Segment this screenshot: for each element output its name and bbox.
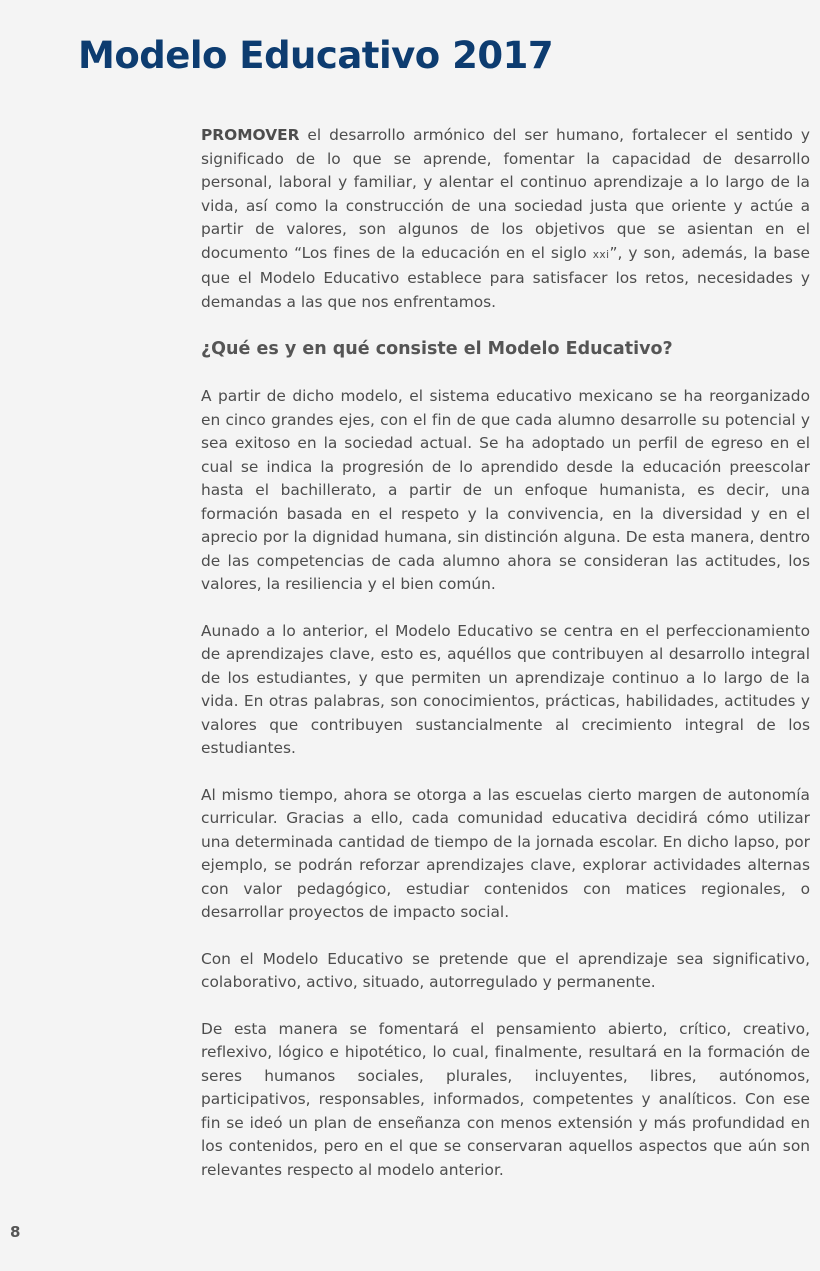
body-paragraph-3: Al mismo tiempo, ahora se otorga a las escuelas cierto margen de autonomía curricular. Gracias a ello, cada comunidad educativa decidirá cómo utilizar una determinada cantidad de tiempo de la jornada escolar. En dicho lapso, por ejemplo, se podrán reforzar aprendizajes clave, explorar actividades alternas con valor pedagógico, estudiar contenidos con matices regionales, o desarrollar proyectos de impacto social. — [201, 785, 810, 921]
century-small-caps: xxi — [592, 248, 610, 261]
body-paragraph-1: A partir de dicho modelo, el sistema educativo mexicano se ha reorganizado en cinco grandes ejes, con el fin de que cada alumno desarrolle su potencial y sea exitoso en la sociedad actual. Se ha adoptado un perfil de egreso en el cual se indica la progresión de lo aprendido desde la educación preescolar hasta el bachillerato, a partir de un enfoque humanista, es decir, una formación basada en el respeto y la convivencia, en la diversidad y en el aprecio por la dignidad humana, sin distinción alguna. De esta manera, dentro de las competencias de cada alumno ahora se consideran las actitudes, los valores, la resiliencia y el bien común. — [201, 387, 810, 593]
intro-lead-word: PROMOVER — [201, 126, 300, 144]
body-paragraph-2: Aunado a lo anterior, el Modelo Educativo se centra en el perfeccionamiento de aprendizajes clave, esto es, aquéllos que contribuyen al desarrollo integral de los estudiantes, y que permiten un aprendizaje continuo a lo largo de la vida. En otras palabras, son conocimientos, prácticas, habilidades, actitudes y valores que contribuyen sustancialmente al crecimiento integral de los estudiantes. — [201, 621, 810, 757]
intro-paragraph — [201, 124, 810, 314]
body-paragraph-5: De esta manera se fomentará el pensamiento abierto, crítico, creativo, reflexivo, lógico e hipotético, lo cual, finalmente, resultará en la formación de seres humanos sociales, plurales, incluyentes, libres, autónomos, participativos, responsables, informados, competentes y analíticos. Con ese fin se ideó un plan de enseñanza con menos extensión y más profundidad en los contenidos, pero en el que se conservaran aquellos aspectos que aún son relevantes respecto al modelo anterior. — [201, 1019, 810, 1179]
intro-text-part1: el desarrollo armónico del ser humano, fortalecer el sentido y significado de lo que se aprende, fomentar la capacidad de desarrollo personal, laboral y familiar, y alentar el continuo aprendizaje a lo largo de la vida, así como la construcción de una sociedad justa que oriente y actúe a partir de valores, son algunos de los objetivos que se asientan en el documento “Los fines de la educación en el siglo — [201, 126, 810, 262]
page-number: 8 — [10, 1223, 21, 1241]
section-subheading: ¿Qué es y en qué consiste el Modelo Educativo? — [201, 339, 673, 359]
document-body — [201, 124, 810, 1205]
intro-text-part2: ”, y son, además, la base que el Modelo Educativo establece para satisfacer los retos, necesidades y demandas a las que nos enfrentamos. — [201, 243, 810, 311]
body-paragraph-4: Con el Modelo Educativo se pretende que el aprendizaje sea significativo, colaborativo, activo, situado, autorregulado y permanente. — [201, 949, 810, 991]
page-title: Modelo Educativo 2017 — [78, 34, 554, 77]
